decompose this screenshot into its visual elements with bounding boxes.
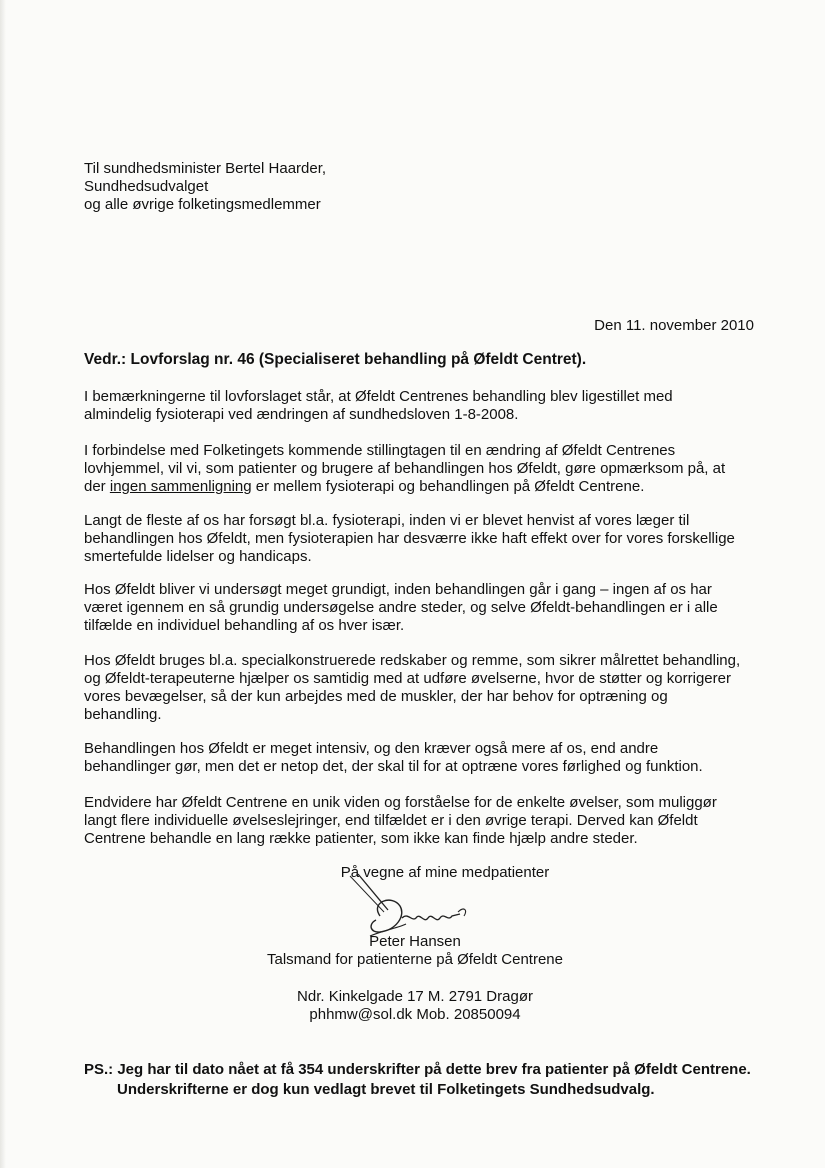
- underlined-emphasis: ingen sammenligning: [109, 478, 252, 495]
- postscript-line: Underskrifterne er dog kun vedlagt brevet til Folketingets Sundhedsudvalg.: [117, 1081, 655, 1098]
- paragraph-line: Hos Øfeldt bruges bl.a. specialkonstruerede redskaber og remme, som sikrer målrettet behandling,: [84, 652, 741, 669]
- letter-subject: Vedr.: Lovforslag nr. 46 (Specialiseret behandling på Øfeldt Centret).: [84, 351, 587, 368]
- text-fragment: er mellem fysioterapi og behandlingen på Øfeldt Centrene.: [251, 478, 645, 495]
- postscript: [84, 1060, 751, 1100]
- text-fragment: der: [84, 478, 110, 495]
- paragraph-line: langt flere individuelle øvelseslejringer, end tilfældet er i den øvrige terapi. Derved kan Øfeldt: [84, 812, 698, 829]
- letter-date: Den 11. november 2010: [594, 317, 754, 334]
- paragraph-line: Endvidere har Øfeldt Centrene en unik viden og forståelse for de enkelte øvelser, som muliggør: [84, 794, 717, 811]
- paragraph-line: Centrene behandle en lang række patienter, som ikke kan finde hjælp andre steder.: [84, 830, 638, 847]
- closing-line: På vegne af mine medpatienter: [340, 864, 550, 881]
- address-line: Til sundhedsminister Bertel Haarder,: [84, 160, 327, 177]
- paragraph-line: behandlinger gør, men det er netop det, der skal til for at optræne vores førlighed og funktion.: [84, 758, 703, 775]
- paragraph-line: Behandlingen hos Øfeldt er meget intensiv, og den kræver også mere af os, end andre: [84, 740, 659, 757]
- paragraph-line: almindelig fysioterapi ved ændringen af sundhedsloven 1-8-2008.: [84, 406, 519, 423]
- contact-block: [200, 988, 630, 1024]
- paragraph-line: behandling.: [84, 706, 162, 723]
- address-line: Sundhedsudvalget: [84, 178, 209, 195]
- paragraph-5: [84, 652, 764, 724]
- paragraph-line: tilfælde en individuel behandling af os hver især.: [84, 617, 405, 634]
- address-line: og alle øvrige folketingsmedlemmer: [84, 196, 321, 213]
- paragraph-line: Hos Øfeldt bliver vi undersøgt meget grundigt, inden behandlingen går i gang – ingen af os har: [84, 581, 712, 598]
- paragraph-line: behandlingen hos Øfeldt, men fysioterapien har desværre ikke haft effekt over for vores forskellige: [84, 530, 735, 547]
- paragraph-7: [84, 794, 764, 848]
- paragraph-line: været igennem en så grundig undersøgelse andre steder, og selve Øfeldt-behandlingen er i alle: [84, 599, 718, 616]
- signer-title: Talsmand for patienterne på Øfeldt Centrene: [266, 951, 563, 968]
- scan-edge-shadow: [0, 0, 6, 1168]
- signer-name: Peter Hansen: [369, 933, 461, 950]
- paragraph-line: vores bevægelser, så der kun arbejdes med de muskler, der har behov for optræning og: [84, 688, 668, 705]
- paragraph-4: [84, 581, 764, 635]
- paragraph-line: og Øfeldt-terapeuterne hjælper os samtidig med at udføre øvelserne, hvor de støtter og korrigerer: [84, 670, 731, 687]
- paragraph-line: Langt de fleste af os har forsøgt bl.a. fysioterapi, inden vi er blevet henvist af vores læger til: [84, 512, 690, 529]
- paragraph-line: smertefulde lidelser og handicaps.: [84, 548, 312, 565]
- paragraph-line: I bemærkningerne til lovforslaget står, at Øfeldt Centrenes behandling blev ligestillet med: [84, 388, 673, 405]
- contact-address: Ndr. Kinkelgade 17 M. 2791 Dragør: [297, 988, 533, 1005]
- recipient-address: [84, 160, 326, 214]
- paragraph-line: I forbindelse med Folketingets kommende stillingtagen til en ændring af Øfeldt Centrenes: [84, 442, 676, 459]
- contact-email-phone: phhmw@sol.dk Mob. 20850094: [309, 1006, 521, 1023]
- signer-block: [200, 933, 630, 969]
- paragraph-line: lovhjemmel, vil vi, som patienter og brugere af behandlingen hos Øfeldt, gøre opmærksom på, at: [84, 460, 726, 477]
- paragraph-3: [84, 512, 764, 566]
- paragraph-line: [84, 478, 764, 496]
- paragraph-2: [84, 442, 764, 496]
- postscript-line: PS.: Jeg har til dato nået at få 354 underskrifter på dette brev fra patienter på Øfeldt Centrene.: [84, 1061, 751, 1078]
- paragraph-6: [84, 740, 764, 776]
- paragraph-1: [84, 388, 764, 424]
